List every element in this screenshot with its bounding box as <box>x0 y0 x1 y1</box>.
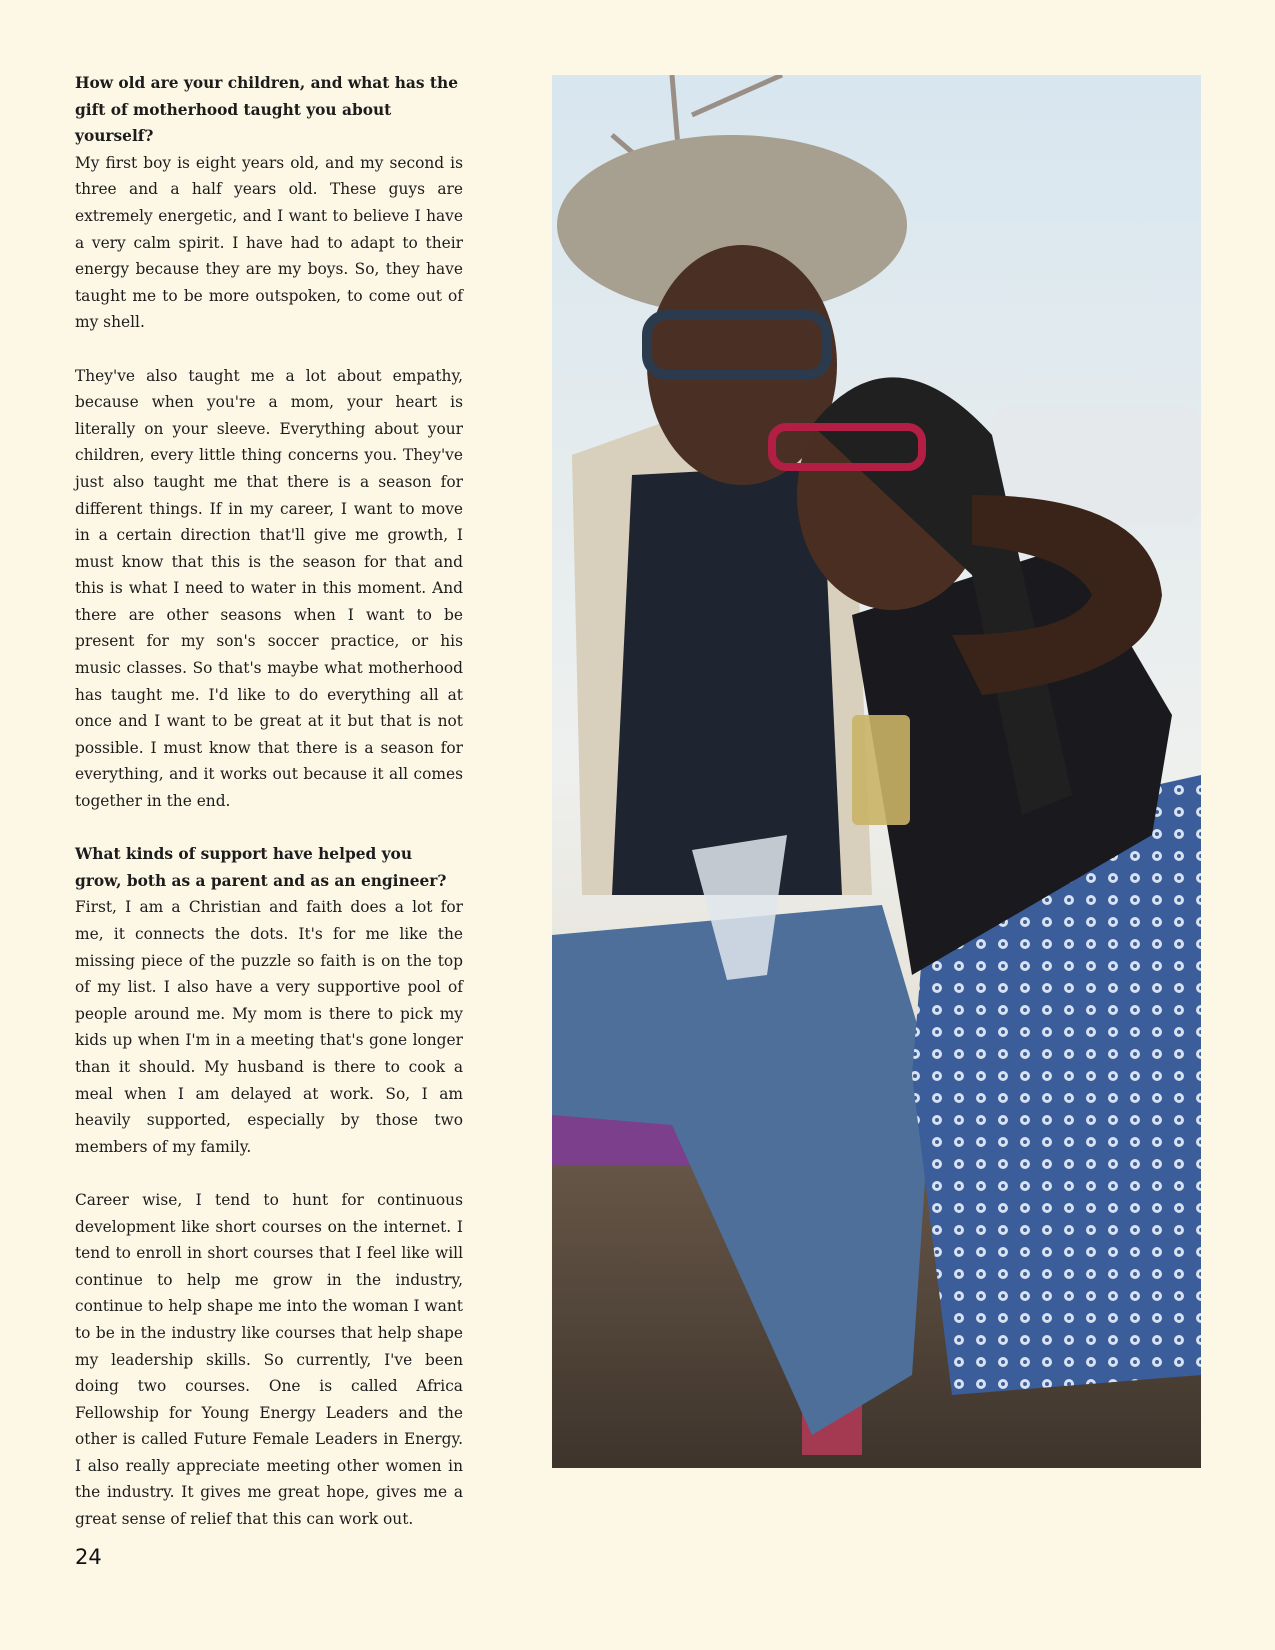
answer-paragraph-2-1: First, I am a Christian and faith does a lot for me, it connects the dots. It's for me like the missing piece of the puzzle so faith is on the top of my list. I also have a very supportive pool of people around me. My mom is there to pick my kids up when I'm in a meeting that's gone longer than it should. My husband is there to cook a meal when I am delayed at work. So, I am heavily supported, especially by those two members of my family. <box>75 898 463 1156</box>
article-text-column <box>75 70 463 1533</box>
answer-paragraph-1-1: My first boy is eight years old, and my second is three and a half years old. These guys are extremely energetic, and I want to believe I have a very calm spirit. I have had to adapt to their energy because they are my boys. So, they have taught me to be more outspoken, to come out of my shell. <box>75 153 463 332</box>
interview-question-2: What kinds of support have helped you grow, both as a parent and as an engineer? <box>75 845 447 890</box>
answer-paragraph-1-2: They've also taught me a lot about empathy, because when you're a mom, your heart is literally on your sleeve. Everything about your children, every little thing concerns you. They've just also taught me that there is a season for different things. If in my career, I want to move in a certain direction that'll give me growth, I must know that this is the season for that and this is what I need to water in this moment. And there are other seasons when I want to be present for my son's soccer practice, or his music classes. So that's maybe what motherhood has taught me. I'd like to do everything all at once and I want to be great at it but that is not possible. I must know that there is a season for everything, and it works out because it all comes together in the end. <box>75 366 463 811</box>
interview-question-1: How old are your children, and what has the gift of motherhood taught you about yourself? <box>75 74 458 146</box>
page-number: 24 <box>75 1545 102 1569</box>
couple-photo <box>552 75 1201 1468</box>
answer-paragraph-2-2: Career wise, I tend to hunt for continuous development like short courses on the internet. I tend to enroll in short courses that I feel like will continue to help me grow in the industry, continue to help shape me into the woman I want to be in the industry like courses that help shape my leadership skills. So currently, I've been doing two courses. One is called Africa Fellowship for Young Energy Leaders and the other is called Future Female Leaders in Energy. I also really appreciate meeting other women in the industry. It gives me great hope, gives me a great sense of relief that this can work out. <box>75 1190 463 1529</box>
